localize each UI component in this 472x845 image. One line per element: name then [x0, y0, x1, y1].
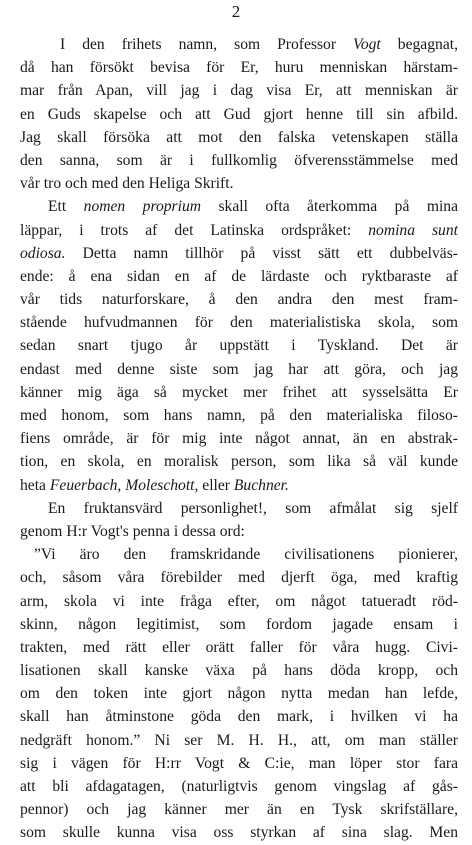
text-line	[20, 79, 458, 102]
text-segment: att bli afdagatagen, (naturligtvis genom vingslag af gås-	[20, 778, 458, 795]
text-line	[20, 566, 458, 589]
text-segment: I den frihets namn, som Professor	[60, 36, 354, 53]
body-text	[20, 33, 458, 845]
text-segment: lisationen skall kanske växa på hans döda kropp, och	[20, 662, 458, 680]
text-segment: sig i vägen för H:rr Vogt & C:ie, man löper stor fara	[20, 754, 458, 772]
italic-text: Buchner.	[233, 476, 289, 494]
text-segment: genom H:r Vogt's penna i dessa ord:	[20, 522, 245, 540]
text-segment: vår tids naturforskare, å den andra den mest fram-	[20, 291, 458, 309]
text-segment: stående hufvudmannen för den materialistiska skola, som	[20, 314, 458, 332]
text-segment: nedgräft honom.” Ni ser M. H. H., att, om man ställer	[20, 731, 458, 749]
text-segment: skinn, någon legitimist, som fordom jagade ensam i	[20, 615, 458, 633]
text-line	[20, 242, 458, 265]
text-line	[20, 311, 458, 334]
text-segment: Ett	[48, 198, 84, 216]
text-segment: eller	[198, 476, 234, 494]
text-segment: om den token inte gjort någon nytta medan han lefde,	[20, 685, 458, 703]
text-segment: med honom, som hans namn, på den materialiska filoso-	[20, 407, 458, 424]
text-line	[20, 590, 458, 613]
text-line	[20, 219, 458, 242]
text-line	[20, 729, 458, 752]
text-line	[20, 288, 458, 311]
text-line	[20, 682, 458, 705]
text-line	[20, 705, 458, 728]
page-number: 2	[231, 2, 241, 21]
text-segment: heta	[20, 476, 50, 494]
text-line	[20, 752, 458, 775]
text-line	[20, 172, 458, 195]
text-segment: tion, en skola, en moralisk person, som lika så väl kunde	[20, 453, 458, 471]
text-segment: den sanna, som är i fullkomlig öfverensstämmelse med	[20, 151, 458, 169]
italic-text: nomen proprium	[83, 198, 202, 216]
text-segment: trakten, med rätt eller orätt faller för våra hugg. Civi-	[20, 638, 458, 656]
text-line	[20, 821, 458, 844]
italic-text: odiosa.	[20, 244, 66, 262]
text-segment: sedan snart tjugo år uppstätt i Tyskland. Det är	[20, 337, 458, 355]
text-segment: läppar, i trots af det Latinska ordspråket:	[20, 221, 369, 239]
text-line	[20, 543, 458, 566]
text-segment: Jag skall försöka att mot den falska vetenskapen ställa	[20, 128, 458, 146]
text-line	[20, 126, 458, 149]
text-line	[20, 381, 458, 404]
text-line	[20, 520, 458, 543]
text-segment: ”Vi äro den framskridande civilisationens pionierer,	[34, 546, 458, 564]
text-line	[20, 358, 458, 381]
text-line	[20, 334, 458, 357]
text-line	[20, 636, 458, 659]
text-line	[20, 659, 458, 682]
text-segment: som skulle kunna visa oss styrkan af sina slag. Men	[20, 824, 458, 842]
text-segment: skall ofta återkomma på mina	[201, 198, 458, 216]
text-line	[20, 404, 458, 427]
text-segment: vår tro och med den Heliga Skrift.	[20, 175, 234, 193]
text-line	[20, 450, 458, 473]
text-segment: ende: å ena sidan en af de lärdaste och ryktbaraste af	[20, 267, 458, 285]
text-line	[20, 103, 458, 126]
text-segment: då han försökt bevisa för Er, huru menniskan härstam-	[20, 59, 458, 77]
text-line	[20, 56, 458, 79]
text-line	[20, 33, 458, 56]
text-segment: skall han åtminstone göda den mark, i hvilken vi ha	[20, 708, 458, 726]
text-line	[20, 474, 458, 497]
text-line	[20, 427, 458, 450]
italic-text: nomina sunt	[368, 221, 458, 239]
text-segment: Detta namn tillhör på visst sätt ett dubbelväs-	[65, 244, 458, 262]
text-segment: mar från Apan, vill jag i dag visa Er, att menniskan är	[20, 82, 458, 100]
text-line	[20, 798, 458, 821]
text-line	[20, 497, 458, 520]
text-line	[20, 149, 458, 172]
text-line	[20, 613, 458, 636]
text-segment: en Guds skapelse och att Gud gjort henne till sin afbild.	[20, 105, 458, 123]
text-segment: fiens område, är för mig inte något annat, än en abstrak-	[20, 430, 458, 448]
text-segment: och, såsom våra förebilder med djerft öga, med kraftig	[20, 569, 458, 587]
text-line	[20, 775, 458, 798]
text-segment: arm, skola vi inte fråga efter, om något tatueradt röd-	[20, 592, 458, 610]
italic-text: Vogt	[353, 36, 381, 53]
text-line	[20, 195, 458, 218]
text-segment: känner mig äga så mycket mer frihet att sysselsätta Er	[20, 383, 458, 401]
text-segment: endast med denne siste som jag har att göra, och jag	[20, 360, 458, 378]
text-line	[20, 265, 458, 288]
italic-text: Feuerbach, Moleschott,	[49, 476, 199, 494]
text-segment: En fruktansvärd personlighet!, som afmålat sig sjelf	[48, 499, 458, 517]
text-segment: pennor) och jag känner mer än en Tysk skrifställare,	[20, 801, 458, 819]
text-segment: begagnat,	[380, 36, 458, 53]
